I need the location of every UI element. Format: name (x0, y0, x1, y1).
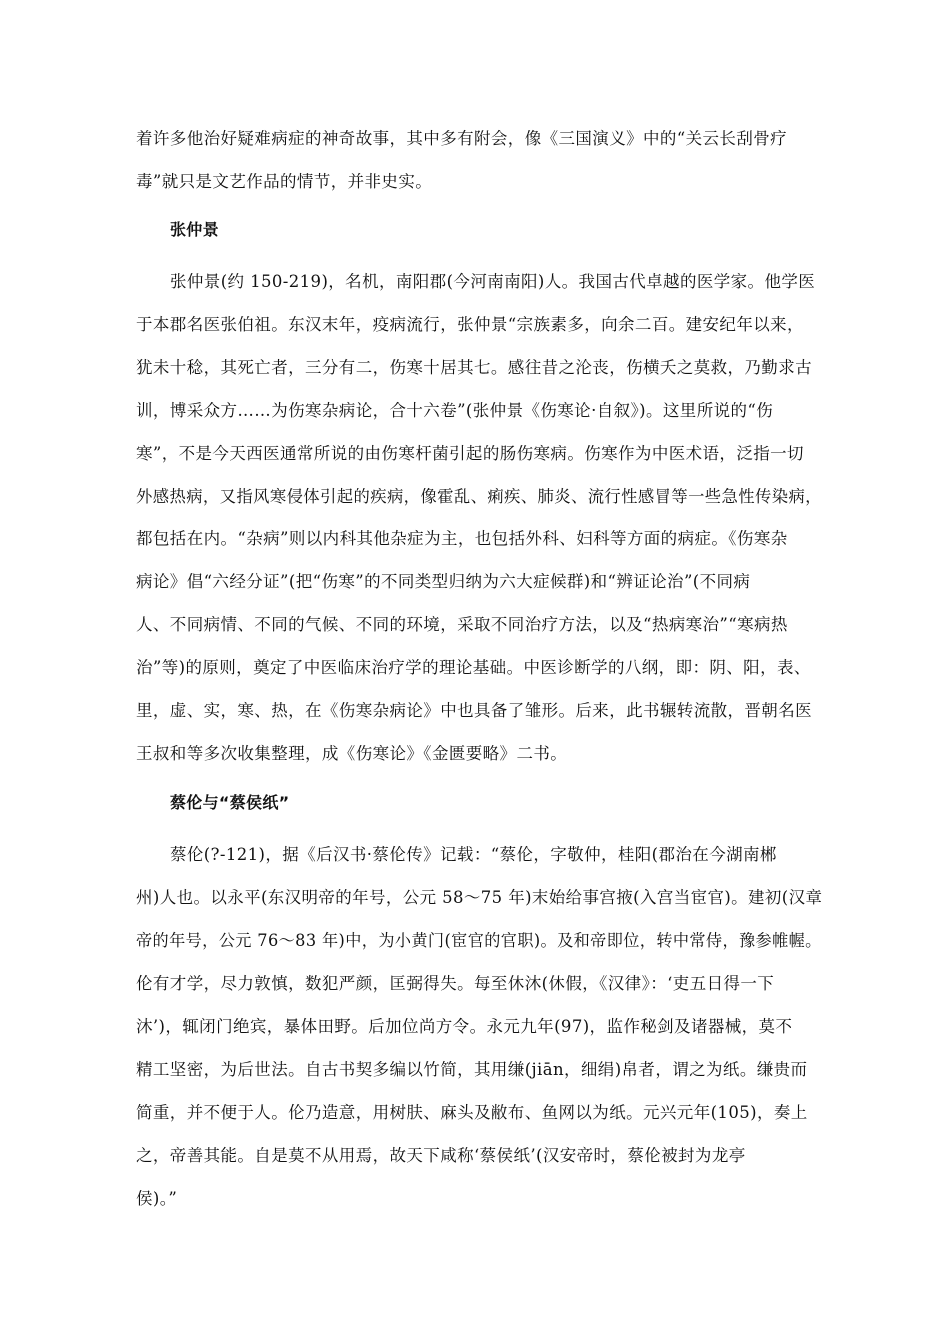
cai-line: 沐’)，辄闭门绝宾，暴体田野。后加位尚方令。永元九年(97)，监作秘剑及诸器械，莫不 (136, 1017, 793, 1036)
cai-line: 简重，并不便于人。伦乃造意，用树肤、麻头及敝布、鱼网以为纸。元兴元年(105)，奏上 (136, 1103, 808, 1122)
zhang-line: 犹未十稔，其死亡者，三分有二，伤寒十居其七。感往昔之沦丧，伤横夭之莫救，乃勤求古 (136, 358, 812, 377)
zhang-line: 张仲景(约 150-219)，名机，南阳郡(今河南南阳)人。我国古代卓越的医学家。他学医 (170, 272, 816, 291)
cai-line: 伦有才学，尽力敦慎，数犯严颜，匡弼得失。每至休沐(休假，《汉律》：‘吏五日得一下 (136, 974, 775, 993)
cai-line: 之，帝善其能。自是莫不从用焉，故天下咸称‘蔡侯纸’(汉安帝时，蔡伦被封为龙亭 (136, 1146, 746, 1165)
zhang-line: 都包括在内。“杂病”则以内科其他杂症为主，也包括外科、妇科等方面的病症。《伤寒杂 (136, 529, 788, 548)
cai-line: 蔡伦(?-121)，据《后汉书·蔡伦传》记载：“蔡伦，字敬仲，桂阳(郡治在今湖南郴 (170, 845, 777, 864)
zhang-line: 于本郡名医张伯祖。东汉末年，疫病流行，张仲景“宗族素多，向余二百。建安纪年以来， (136, 315, 804, 334)
zhang-line: 王叔和等多次收集整理，成《伤寒论》《金匮要略》二书。 (136, 744, 568, 763)
cai-line: 侯)。” (136, 1189, 178, 1208)
zhang-line: 人、不同病情、不同的气候、不同的环境，采取不同治疗方法，以及“热病寒治”“寒病热 (136, 615, 788, 634)
zhang-line: 病论》倡“六经分证”(把“伤寒”的不同类型归纳为六大症候群)和“辨证论治”(不同病 (136, 572, 751, 591)
zhang-line: 治”等)的原则，奠定了中医临床治疗学的理论基础。中医诊断学的八纲，即：阴、阳，表、 (136, 658, 811, 677)
intro-line: 毒”就只是文艺作品的情节，并非史实。 (136, 172, 433, 191)
zhang-line: 训，博采众方……为伤寒杂病论，合十六卷”(张仲景《伤寒论·自叙》)。这里所说的“伤 (136, 401, 774, 420)
section-heading-cai: 蔡伦与“蔡侯纸” (170, 793, 290, 812)
section-heading-zhang: 张仲景 (170, 220, 219, 239)
zhang-line: 里，虚、实，寒、热，在《伤寒杂病论》中也具备了雏形。后来，此书辗转流散，晋朝名医 (136, 701, 812, 720)
zhang-line: 外感热病，又指风寒侵体引起的疾病，像霍乱、痢疾、肺炎、流行性感冒等一些急性传染病， (136, 487, 822, 506)
cai-line: 州)人也。以永平(东汉明帝的年号，公元 58～75 年)末始给事宫掖(入宫当宦官)。建初(汉章 (136, 888, 823, 907)
zhang-line: 寒”，不是今天西医通常所说的由伤寒杆菌引起的肠伤寒病。伤寒作为中医术语，泛指一切 (136, 444, 804, 463)
cai-line: 帝的年号，公元 76～83 年)中，为小黄门(宦官的官职)。及和帝即位，转中常侍，豫参帷幄。 (136, 931, 822, 950)
cai-line: 精工坚密，为后世法。自古书契多编以竹简，其用缣(jiān，细绢)帛者，谓之为纸。缣贵而 (136, 1060, 808, 1079)
intro-line: 着许多他治好疑难病症的神奇故事，其中多有附会，像《三国演义》中的“关云长刮骨疗 (136, 129, 788, 148)
